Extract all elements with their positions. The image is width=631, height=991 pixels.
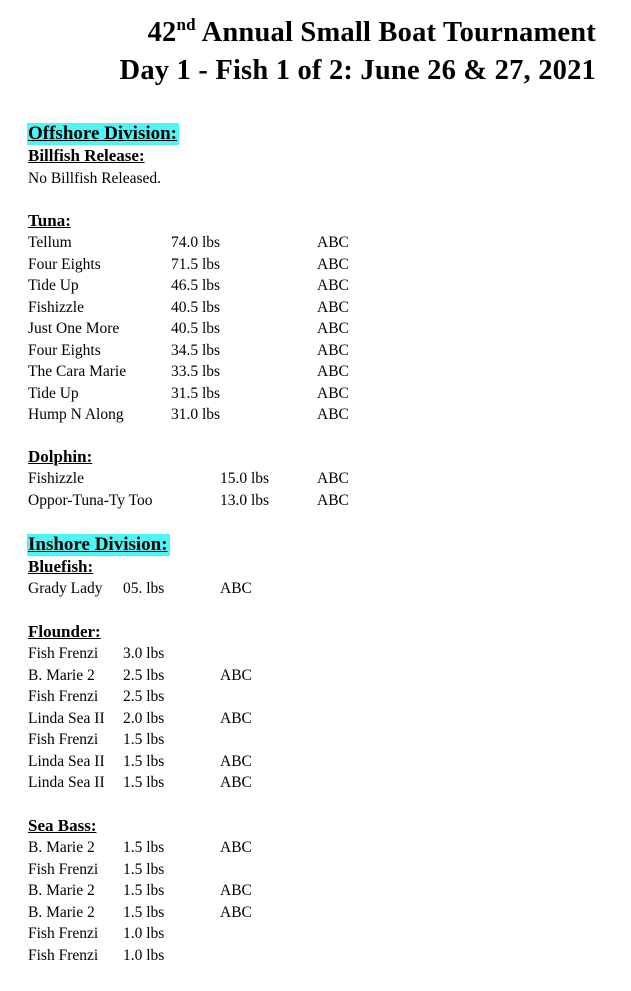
title-event-name: Annual Small Boat Tournament (195, 17, 596, 48)
result-row (0, 881, 631, 903)
fish-weight: 2.5 lbs (123, 688, 165, 705)
fish-weight: 40.5 lbs (171, 320, 221, 337)
boat-name: Fishizzle (28, 470, 84, 487)
result-row (0, 319, 631, 341)
tag-label: ABC (317, 491, 349, 509)
result-row (0, 730, 631, 752)
boat-name: B. Marie 2 (28, 839, 95, 856)
boat-name: Four Eights (28, 341, 101, 359)
title-line-2: Day 1 - Fish 1 of 2: June 26 & 27, 2021 (119, 55, 596, 86)
fish-weight: 74.0 lbs (171, 234, 221, 251)
result-row (0, 255, 631, 277)
fish-weight: 3.0 lbs (123, 645, 165, 662)
tag-label: ABC (317, 470, 349, 487)
title-line-1 (0, 15, 596, 51)
result-row (0, 860, 631, 882)
title-ordinal-suffix: nd (176, 14, 196, 34)
tag-label: ABC (317, 277, 349, 294)
tag-label: ABC (317, 384, 349, 402)
boat-name: Fish Frenzi (28, 688, 99, 705)
dolphin-heading: Dolphin: (28, 447, 93, 466)
tag-label: ABC (220, 709, 252, 727)
fish-weight: 1.5 lbs (123, 839, 165, 856)
result-row (0, 687, 631, 709)
boat-name: Four Eights (28, 255, 101, 273)
tag-label: ABC (317, 363, 349, 380)
tag-label: ABC (220, 774, 252, 791)
fish-weight: 05. lbs (123, 580, 165, 597)
fish-weight: 71.5 lbs (171, 255, 221, 273)
inshore-division-heading: Inshore Division: (28, 534, 168, 555)
result-row (0, 752, 631, 774)
offshore-division-heading: Offshore Division: (28, 123, 178, 144)
fish-weight: 1.5 lbs (123, 882, 165, 899)
fish-weight: 1.5 lbs (123, 752, 165, 770)
result-row (0, 276, 631, 298)
result-row (0, 469, 631, 491)
boat-name: Fish Frenzi (28, 860, 99, 878)
fish-weight: 1.0 lbs (123, 946, 165, 964)
tag-label: ABC (317, 341, 349, 359)
fish-weight: 1.5 lbs (123, 774, 165, 791)
tag-label: ABC (317, 320, 349, 337)
fish-weight: 15.0 lbs (220, 470, 270, 487)
bluefish-heading: Bluefish: (28, 557, 94, 576)
tag-label: ABC (220, 839, 252, 856)
boat-name: Grady Lady (28, 580, 103, 597)
result-row (0, 644, 631, 666)
fish-weight: 1.5 lbs (123, 731, 165, 748)
boat-name: Fish Frenzi (28, 645, 99, 662)
fish-weight: 31.0 lbs (171, 406, 221, 423)
billfish-note: No Billfish Released. (28, 170, 162, 187)
boat-name: Tellum (28, 234, 72, 251)
result-row (0, 233, 631, 255)
boat-name: Tide Up (28, 277, 79, 294)
result-row (0, 341, 631, 363)
result-row (0, 924, 631, 946)
boat-name: B. Marie 2 (28, 882, 95, 899)
tag-label: ABC (220, 882, 252, 899)
boat-name: Fish Frenzi (28, 731, 99, 748)
result-row (0, 579, 631, 601)
boat-name: The Cara Marie (28, 363, 127, 380)
fish-weight: 1.0 lbs (123, 925, 165, 942)
fish-weight: 34.5 lbs (171, 341, 221, 359)
fish-weight: 40.5 lbs (171, 298, 221, 316)
tag-label: ABC (317, 234, 349, 251)
fish-weight: 2.0 lbs (123, 709, 165, 727)
fish-weight: 31.5 lbs (171, 384, 221, 402)
tag-label: ABC (220, 666, 252, 684)
boat-name: Fish Frenzi (28, 946, 99, 964)
fish-weight: 46.5 lbs (171, 277, 221, 294)
boat-name: Linda Sea II (28, 752, 105, 770)
billfish-release-heading: Billfish Release: (28, 146, 145, 165)
boat-name: Linda Sea II (28, 774, 105, 791)
boat-name: B. Marie 2 (28, 666, 95, 684)
boat-name: B. Marie 2 (28, 903, 95, 921)
boat-name: Linda Sea II (28, 709, 105, 727)
result-row (0, 405, 631, 427)
result-row (0, 903, 631, 925)
result-row (0, 666, 631, 688)
result-row (0, 838, 631, 860)
result-row (0, 946, 631, 968)
boat-name: Fishizzle (28, 298, 84, 316)
sea-bass-heading: Sea Bass: (28, 816, 97, 835)
result-row (0, 384, 631, 406)
result-row (0, 773, 631, 795)
result-row (0, 362, 631, 384)
fish-weight: 1.5 lbs (123, 903, 165, 921)
title-ordinal: 42 (147, 17, 177, 48)
tuna-heading: Tuna: (28, 211, 71, 230)
tag-label: ABC (220, 752, 252, 770)
flounder-heading: Flounder: (28, 622, 101, 641)
tag-label: ABC (317, 406, 349, 423)
fish-weight: 2.5 lbs (123, 666, 165, 684)
boat-name: Hump N Along (28, 406, 124, 423)
fish-weight: 13.0 lbs (220, 491, 270, 509)
tag-label: ABC (317, 255, 349, 273)
boat-name: Fish Frenzi (28, 925, 99, 942)
tag-label: ABC (220, 580, 252, 597)
result-row (0, 709, 631, 731)
fish-weight: 1.5 lbs (123, 860, 165, 878)
result-row (0, 298, 631, 320)
boat-name: Oppor-Tuna-Ty Too (28, 491, 153, 509)
boat-name: Just One More (28, 320, 120, 337)
fish-weight: 33.5 lbs (171, 363, 221, 380)
tag-label: ABC (220, 903, 252, 921)
boat-name: Tide Up (28, 384, 79, 402)
result-row (0, 491, 631, 513)
tag-label: ABC (317, 298, 349, 316)
